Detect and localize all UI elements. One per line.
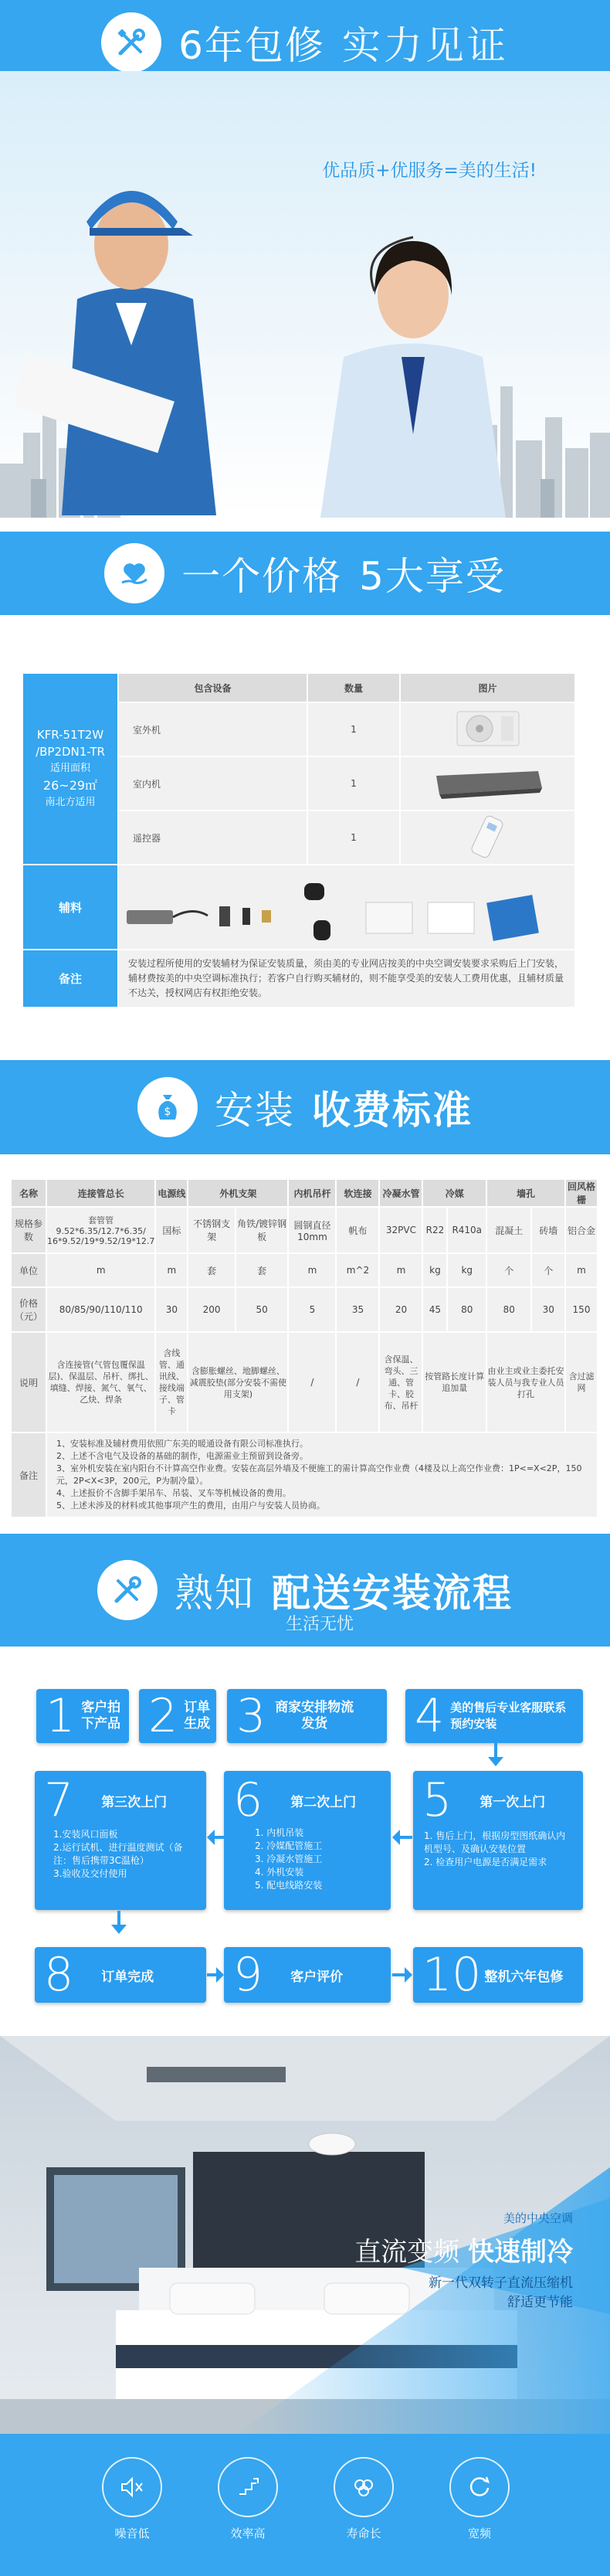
step-label: 商家安排物流发货 xyxy=(275,1700,354,1731)
feature-item xyxy=(99,2457,165,2541)
step-label: 美的售后专业客服联系预约安装 xyxy=(450,1701,567,1731)
tools-icon xyxy=(101,12,161,73)
flow-arrow-down xyxy=(486,1743,505,1766)
spec-cell: 国标 xyxy=(155,1207,188,1253)
price-banner xyxy=(0,532,610,615)
fee-header: 内机吊杆 xyxy=(288,1179,336,1207)
efficiency-icon xyxy=(218,2457,278,2517)
step-number: 1 xyxy=(46,1689,76,1743)
features-strip xyxy=(0,2434,610,2576)
unit-cell: 套 xyxy=(236,1253,289,1287)
flow-arrow-down xyxy=(110,1911,128,1934)
spec-cell: 不锈钢支架 xyxy=(188,1207,235,1253)
step-line: 5. 配电线路安装 xyxy=(255,1880,323,1891)
desc-cell: 含过滤网 xyxy=(565,1332,598,1432)
flow-tagline: 生活无忧 xyxy=(286,1615,354,1634)
technician-figure xyxy=(15,144,247,515)
step-label: 订单完成 xyxy=(101,1969,154,1985)
step-label: 订单生成 xyxy=(184,1700,211,1731)
desc-cell: 含线管、通讯线、接线端子、管卡 xyxy=(155,1332,188,1432)
unit-cell: 个 xyxy=(531,1253,565,1287)
flow-step-8 xyxy=(35,1947,206,2003)
step-number: 5 xyxy=(422,1773,452,1827)
step-line: 2. 冷媒配管施工 xyxy=(255,1840,323,1851)
unit-label: 单位 xyxy=(11,1253,46,1287)
step-number: 10 xyxy=(422,1948,482,2002)
step-details xyxy=(35,1823,206,1885)
desc-cell: 由业主或业主委托安装人员与我专业人员打孔 xyxy=(486,1332,565,1432)
feature-label: 寿命长 xyxy=(346,2527,381,2540)
feature-label: 宽频 xyxy=(467,2527,491,2540)
unit-row xyxy=(11,1253,598,1287)
spec-cell: 套管管 9.52*6.35/12.7*6.35/ 16*9.52/19*9.52/19*12.7 xyxy=(46,1207,155,1253)
price-subtitle: 5大享受 xyxy=(359,554,506,599)
longevity-icon xyxy=(334,2457,394,2517)
note-text: 安装过程所使用的安装辅材为保证安装质量，须由美的专业网店按美的中央空调安装要求采购后上门安装，辅材费按美的中央空调标准执行；若客户自行购买辅材的，则不能享受美的安装人工费用优惠，且辅材质量不达关，授权网店有权拒绝安装。 xyxy=(118,950,575,1008)
desc-cell: / xyxy=(336,1332,379,1432)
price-cell: 80 xyxy=(486,1287,531,1332)
price-cell: 80 xyxy=(447,1287,486,1332)
service-agent-figure xyxy=(313,202,513,518)
heart-hand-icon xyxy=(104,543,164,603)
remark-line: 1、安装标准及辅材费用依照广东美的暖通设备有限公司标准执行。 xyxy=(56,1439,308,1449)
flow-step-2 xyxy=(139,1689,216,1743)
outdoor-unit-image xyxy=(453,707,523,750)
unit-cell: m xyxy=(379,1253,422,1287)
slogan-text: 优品质+优服务=美的生活! xyxy=(322,161,537,181)
indoor-unit-image xyxy=(430,765,546,800)
flow-chart xyxy=(0,1652,610,2031)
spec-cell: 砖墙 xyxy=(531,1207,565,1253)
model-number: KFR-51T2W /BP2DN1-TR xyxy=(36,728,105,759)
feature-item xyxy=(446,2457,513,2541)
bedroom-copy xyxy=(354,2210,573,2310)
bedroom-title: 直流变频 xyxy=(354,2237,460,2268)
step-title: 第一次上门 xyxy=(480,1794,546,1810)
remark-line: 2、上述不含电气及设备的基础的制作，电源需业主预留到设备旁。 xyxy=(56,1451,308,1461)
price-cell: 150 xyxy=(565,1287,598,1332)
flow-title: 熟知 xyxy=(175,1571,255,1616)
price-cell: 5 xyxy=(288,1287,336,1332)
header-device: 包含设备 xyxy=(118,673,307,702)
fee-header: 冷凝水管 xyxy=(379,1179,422,1207)
step-details xyxy=(413,1823,583,1875)
svg-text:$: $ xyxy=(164,1106,171,1118)
fee-header: 外机支架 xyxy=(188,1179,288,1207)
flow-step-3 xyxy=(227,1689,387,1743)
bedroom-title-strong: 快速制冷 xyxy=(468,2237,573,2268)
feature-label: 噪音低 xyxy=(114,2527,150,2540)
spec-cell: R410a xyxy=(447,1207,486,1253)
dollar-bag-icon xyxy=(137,1077,198,1137)
spec-cell: 铝合金 xyxy=(565,1207,598,1253)
tools-icon xyxy=(97,1560,158,1620)
remark-line: 5、上述未涉及的材料或其他事项产生的费用，由用户与安装人员协商。 xyxy=(56,1500,325,1511)
step-number: 4 xyxy=(415,1689,445,1743)
unit-cell: m xyxy=(155,1253,188,1287)
spec-cell: 帆布 xyxy=(336,1207,379,1253)
row-item: 遥控器 xyxy=(118,811,307,865)
wide-range-icon xyxy=(449,2457,510,2517)
row-qty: 1 xyxy=(307,756,400,811)
fee-header: 电源线 xyxy=(155,1179,188,1207)
price-title: 一个价格 xyxy=(181,554,343,599)
hero-banner xyxy=(0,71,610,518)
step-label: 客户评价 xyxy=(290,1969,344,1985)
flow-step-10 xyxy=(413,1947,583,2003)
area-label: 适用面积 xyxy=(49,763,90,774)
price-cell: 30 xyxy=(155,1287,188,1332)
flow-subtitle: 配送安装流程 xyxy=(272,1571,513,1616)
install-subtitle: 收费标准 xyxy=(312,1088,473,1133)
flow-arrow-left xyxy=(392,1828,412,1847)
spec-cell: R22 xyxy=(422,1207,447,1253)
price-cell: 200 xyxy=(188,1287,235,1332)
unit-cell: kg xyxy=(422,1253,447,1287)
step-line: 1. 内机吊装 xyxy=(255,1827,304,1838)
step-number: 2 xyxy=(148,1689,178,1743)
remark-line: 3、室外机安装在室内阳台不计算高空作业费。安装在高层外墙及不便施工的需计算高空作业费（4楼及以上高空作业费：1P<=X<2P，150元，2P<X<3P，200元，P为制冷量）。 xyxy=(56,1463,582,1486)
warranty-subtitle: 实力见证 xyxy=(341,23,509,68)
install-banner xyxy=(0,1060,610,1154)
install-title: 安装 xyxy=(215,1088,295,1133)
price-cell: 80/85/90/110/110 xyxy=(46,1287,155,1332)
flow-arrow-right xyxy=(207,1966,224,1984)
flow-step-7 xyxy=(35,1771,206,1910)
fee-header: 名称 xyxy=(11,1179,46,1207)
spec-label: 规格参数 xyxy=(11,1207,46,1253)
remark-label: 备注 xyxy=(11,1432,46,1517)
step-line: 1. 售后上门，根据房型图纸确认内机型号、及确认安装位置 xyxy=(424,1830,566,1854)
step-number: 7 xyxy=(44,1773,74,1827)
desc-label: 说明 xyxy=(11,1332,46,1432)
row-qty: 1 xyxy=(307,702,400,756)
mute-icon xyxy=(102,2457,162,2517)
row-item: 室外机 xyxy=(118,702,307,756)
note-label: 备注 xyxy=(22,950,118,1008)
accessories-label: 辅料 xyxy=(22,865,118,950)
step-line: 3.验收及交付使用 xyxy=(53,1868,127,1879)
unit-cell: m^2 xyxy=(336,1253,379,1287)
flow-banner xyxy=(0,1534,610,1647)
step-line: 2. 检查用户电源是否满足需求 xyxy=(424,1857,547,1867)
area-value: 26~29㎡ xyxy=(42,778,98,793)
flow-step-9 xyxy=(224,1947,391,2003)
unit-cell: 个 xyxy=(486,1253,531,1287)
fee-header: 墙孔 xyxy=(486,1179,565,1207)
spec-cell: 圆钢直径10mm xyxy=(288,1207,336,1253)
step-line: 3. 冷凝水管施工 xyxy=(255,1854,323,1864)
bedroom-sub1: 新一代双转子直流压缩机 xyxy=(429,2275,573,2291)
desc-cell: 按管路长度计算追加量 xyxy=(422,1332,486,1432)
accessories-image xyxy=(119,868,574,945)
desc-cell: / xyxy=(288,1332,336,1432)
price-cell: 20 xyxy=(379,1287,422,1332)
desc-cell: 含连接管(气管包覆保温层)、保温层、吊杆、绑扎、填缝、焊接、氮气、氧气、乙炔、焊条 xyxy=(46,1332,155,1432)
remote-control-image xyxy=(461,814,515,860)
header-picture: 图片 xyxy=(400,673,575,702)
spec-cell: 混凝土 xyxy=(486,1207,531,1253)
flow-step-4 xyxy=(405,1689,583,1743)
price-cell: 30 xyxy=(531,1287,565,1332)
price-cell: 50 xyxy=(236,1287,289,1332)
flow-arrow-right xyxy=(392,1966,412,1984)
flow-step-5 xyxy=(413,1771,583,1910)
bedroom-scene xyxy=(0,2036,610,2438)
unit-cell: m xyxy=(46,1253,155,1287)
model-cell xyxy=(22,673,118,865)
step-title: 第二次上门 xyxy=(290,1794,357,1810)
remark-line: 4、上述报价不含脚手架吊车、吊装、叉车等机械设备的费用。 xyxy=(56,1488,291,1498)
step-label: 整机六年包修 xyxy=(484,1969,564,1985)
step-title: 第三次上门 xyxy=(101,1794,168,1810)
step-details xyxy=(224,1823,353,1895)
flow-step-1 xyxy=(36,1689,129,1743)
unit-cell: m xyxy=(565,1253,598,1287)
desc-cell: 含保温、弯头、三通、管卡、胶布、吊杆 xyxy=(379,1332,422,1432)
desc-cell: 含膨胀螺丝、地脚螺丝、减震胶垫(部分安装不需使用支架) xyxy=(188,1332,288,1432)
fee-table xyxy=(10,1178,598,1518)
feature-item xyxy=(215,2457,281,2541)
desc-row xyxy=(11,1332,598,1432)
step-number: 3 xyxy=(236,1689,266,1743)
warranty-title: 6年包修 xyxy=(178,23,325,68)
bedroom-kicker: 美的中央空调 xyxy=(503,2211,573,2225)
fee-header: 冷媒 xyxy=(422,1179,486,1207)
spec-row xyxy=(11,1207,598,1253)
step-line: 1.安装风口面板 xyxy=(53,1829,118,1840)
unit-cell: kg xyxy=(447,1253,486,1287)
row-item: 室内机 xyxy=(118,756,307,811)
fee-header: 回风格栅 xyxy=(565,1179,598,1207)
package-table xyxy=(22,672,576,1008)
spec-cell: 32PVC xyxy=(379,1207,422,1253)
step-number: 9 xyxy=(233,1948,263,2002)
spec-cell: 角铁/镀锌钢板 xyxy=(236,1207,289,1253)
step-line: 2.运行试机、进行温度测试（备注：售后携带3C温枪） xyxy=(53,1842,183,1866)
step-line: 4. 外机安装 xyxy=(255,1867,304,1878)
region-label: 南北方适用 xyxy=(45,797,96,808)
price-cell: 45 xyxy=(422,1287,447,1332)
feature-item xyxy=(330,2457,397,2541)
fee-header: 连接管总长 xyxy=(46,1179,155,1207)
fee-header: 软连接 xyxy=(336,1179,379,1207)
unit-cell: m xyxy=(288,1253,336,1287)
step-number: 6 xyxy=(233,1773,263,1827)
flow-arrow-left xyxy=(207,1828,224,1847)
step-label: 客户拍下产品 xyxy=(81,1700,121,1731)
unit-cell: 套 xyxy=(188,1253,235,1287)
row-qty: 1 xyxy=(307,811,400,865)
price-label: 价格（元） xyxy=(11,1287,46,1332)
bedroom-sub2: 舒适更节能 xyxy=(507,2295,573,2310)
remark-row xyxy=(11,1432,598,1517)
flow-step-6 xyxy=(224,1771,391,1910)
feature-label: 效率高 xyxy=(230,2527,266,2540)
step-number: 8 xyxy=(44,1948,74,2002)
price-row xyxy=(11,1287,598,1332)
header-qty: 数量 xyxy=(307,673,400,702)
price-cell: 35 xyxy=(336,1287,379,1332)
